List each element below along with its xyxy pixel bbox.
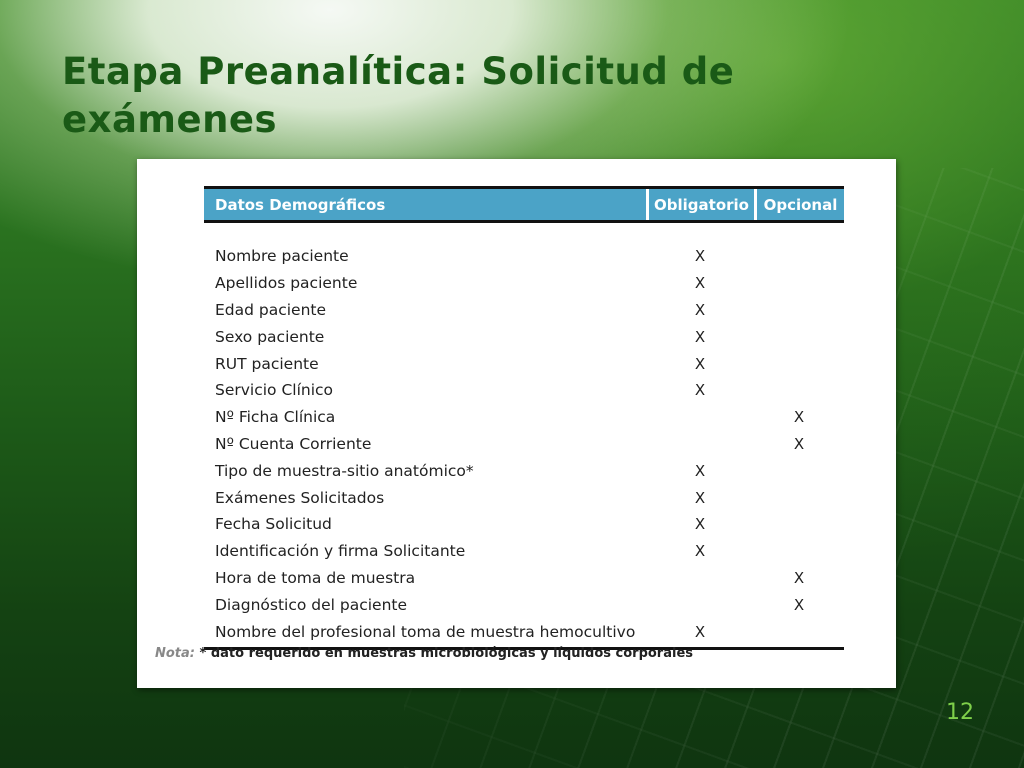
row-label: Nombre paciente <box>215 247 349 266</box>
page-number: 12 <box>946 700 974 725</box>
row-label: Sexo paciente <box>215 327 325 346</box>
required-mark: X <box>694 488 706 507</box>
table-row <box>204 350 844 377</box>
table-row <box>204 618 844 645</box>
required-mark <box>646 591 754 618</box>
row-label: Apellidos paciente <box>215 274 358 293</box>
required-mark: X <box>694 274 706 293</box>
table-row <box>204 565 844 592</box>
slide-title: Etapa Preanalítica: Solicitud de exámenes <box>62 50 735 141</box>
optional-mark: X <box>793 595 805 614</box>
table-row <box>204 511 844 538</box>
table-row <box>204 484 844 511</box>
header-obligatorio: Obligatorio <box>646 189 754 220</box>
row-label: Nº Ficha Clínica <box>215 408 336 427</box>
optional-mark <box>754 511 844 538</box>
demographics-table <box>204 186 844 650</box>
row-label: RUT paciente <box>215 354 319 373</box>
table-row <box>204 297 844 324</box>
required-mark: X <box>694 300 706 319</box>
table-header-row <box>204 186 844 223</box>
row-label: Exámenes Solicitados <box>215 488 385 507</box>
optional-mark <box>754 538 844 565</box>
optional-mark <box>754 270 844 297</box>
table-row <box>204 591 844 618</box>
row-label: Identificación y firma Solicitante <box>215 542 466 561</box>
optional-mark <box>754 243 844 270</box>
required-mark: X <box>694 327 706 346</box>
required-mark: X <box>694 515 706 534</box>
optional-mark: X <box>793 568 805 587</box>
optional-mark <box>754 457 844 484</box>
optional-mark <box>754 297 844 324</box>
required-mark: X <box>694 542 706 561</box>
optional-mark <box>754 350 844 377</box>
optional-mark: X <box>793 408 805 427</box>
required-mark: X <box>694 247 706 266</box>
optional-mark <box>754 484 844 511</box>
table-row <box>204 270 844 297</box>
row-label: Hora de toma de muestra <box>215 568 416 587</box>
optional-mark: X <box>793 434 805 453</box>
required-mark: X <box>694 461 706 480</box>
required-mark: X <box>694 354 706 373</box>
table-row <box>204 377 844 404</box>
table-row <box>204 538 844 565</box>
row-label: Diagnóstico del paciente <box>215 595 408 614</box>
required-mark <box>646 565 754 592</box>
required-mark <box>646 404 754 431</box>
table-row <box>204 243 844 270</box>
table-image-card <box>137 159 896 688</box>
row-label: Fecha Solicitud <box>215 515 332 534</box>
table-row <box>204 457 844 484</box>
note-label: Nota: <box>155 646 195 661</box>
row-label: Nombre del profesional toma de muestra hemocultivo <box>215 622 636 641</box>
row-label: Edad paciente <box>215 300 327 319</box>
table-row <box>204 404 844 431</box>
header-opcional: Opcional <box>754 189 844 220</box>
header-datos-demograficos: Datos Demográficos <box>215 195 386 214</box>
table-body <box>204 223 844 650</box>
row-label: Tipo de muestra-sitio anatómico* <box>215 461 474 480</box>
optional-mark <box>754 618 844 645</box>
table-row <box>204 431 844 458</box>
table-note <box>155 646 693 661</box>
table-row <box>204 323 844 350</box>
note-text: * dato requerido en muestras microbiológicas y líquidos corporales <box>199 646 693 661</box>
required-mark: X <box>694 381 706 400</box>
row-label: Nº Cuenta Corriente <box>215 434 372 453</box>
row-label: Servicio Clínico <box>215 381 334 400</box>
optional-mark <box>754 377 844 404</box>
required-mark: X <box>694 622 706 641</box>
required-mark <box>646 431 754 458</box>
optional-mark <box>754 323 844 350</box>
